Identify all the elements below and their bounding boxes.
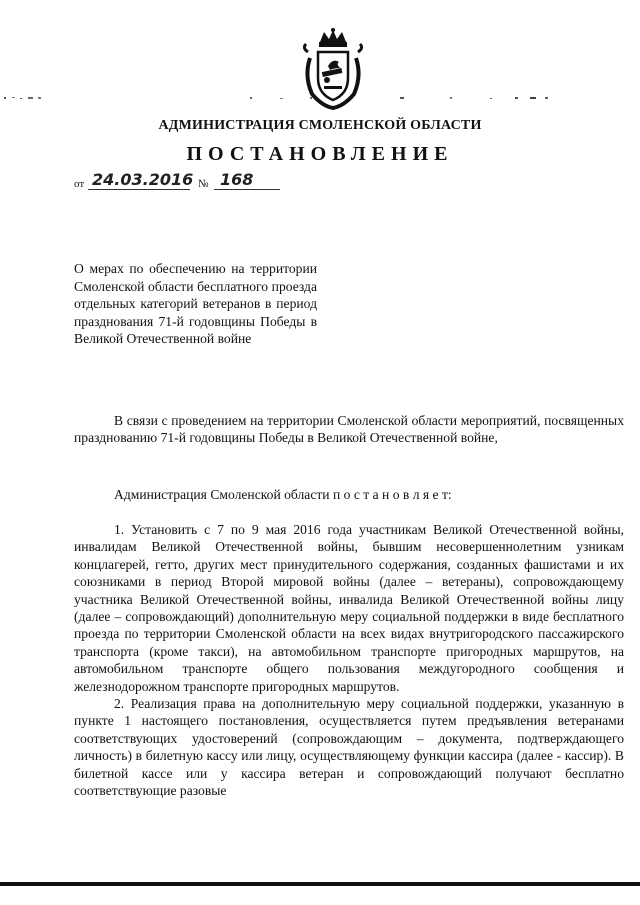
resolution <box>74 486 624 503</box>
date-prefix: от <box>74 178 85 190</box>
scan-artifact <box>240 96 570 100</box>
number-underline <box>214 189 280 190</box>
scan-artifact <box>0 96 60 100</box>
organization-name: АДМИНИСТРАЦИЯ СМОЛЕНСКОЙ ОБЛАСТИ <box>158 118 482 133</box>
preamble-text: В связи с проведением на территории Смоленской области мероприятий, посвященных празднованию 71-й годовщины Победы в Великой Отечественной войне, <box>74 413 624 446</box>
preamble <box>74 412 624 447</box>
number-handwritten: 168 <box>220 170 254 189</box>
number-prefix: № <box>198 178 209 190</box>
document-type: ПОСТАНОВЛЕНИЕ <box>186 143 454 165</box>
item-1: 1. Установить с 7 по 9 мая 2016 года участникам Великой Отечественной войны, инвалидам Великой Отечественной войны, бывшим несовершеннолетним узникам концлагерей, гетто, других мест принудительного содержания, созданных фашистами и их союзниками в период Второй мировой войны (далее – ветераны), сопровождающему участника Великой Отечественной войны, инвалида Великой Отечественной войны лицу (далее – сопровождающий) дополнительную меру социальной поддержки в виде бесплатного проезда по территории Смоленской области на всех видах внутригородского пассажирского транспорта (кроме такси), на автомобильном транспорте пригородных маршрутов, на автомобильном транспорте общего пользования междугородного сообщения и железнодорожном транспорте пригородных маршрутов. <box>74 522 624 694</box>
item-2: 2. Реализация права на дополнительную меру социальной поддержки, указанную в пункте 1 настоящего постановления, осуществляется путем предъявления ветеранами соответствующих удостоверений (сопровождающим – документа, подтверждающего личность) в билетную кассу или лицу, осуществляющему функции кассира (далее - кассир). В билетной кассе или у кассира ветеран и сопровождающий получают бесплатно соответствующие разовые <box>74 696 624 799</box>
date-number-line <box>74 172 294 194</box>
date-underline <box>88 189 190 190</box>
document-subject: О мерах по обеспечению на территории Смоленской области бесплатного проезда отдельных категорий ветеранов в период празднования 71-й годовщины Победы в Великой Отечественной войне <box>74 261 317 346</box>
resolution-text: Администрация Смоленской области п о с т а н о в л я е т: <box>114 487 452 502</box>
date-handwritten: 24.03.2016 <box>92 170 194 189</box>
document-items <box>74 521 624 800</box>
scan-bottom-edge <box>0 882 640 886</box>
